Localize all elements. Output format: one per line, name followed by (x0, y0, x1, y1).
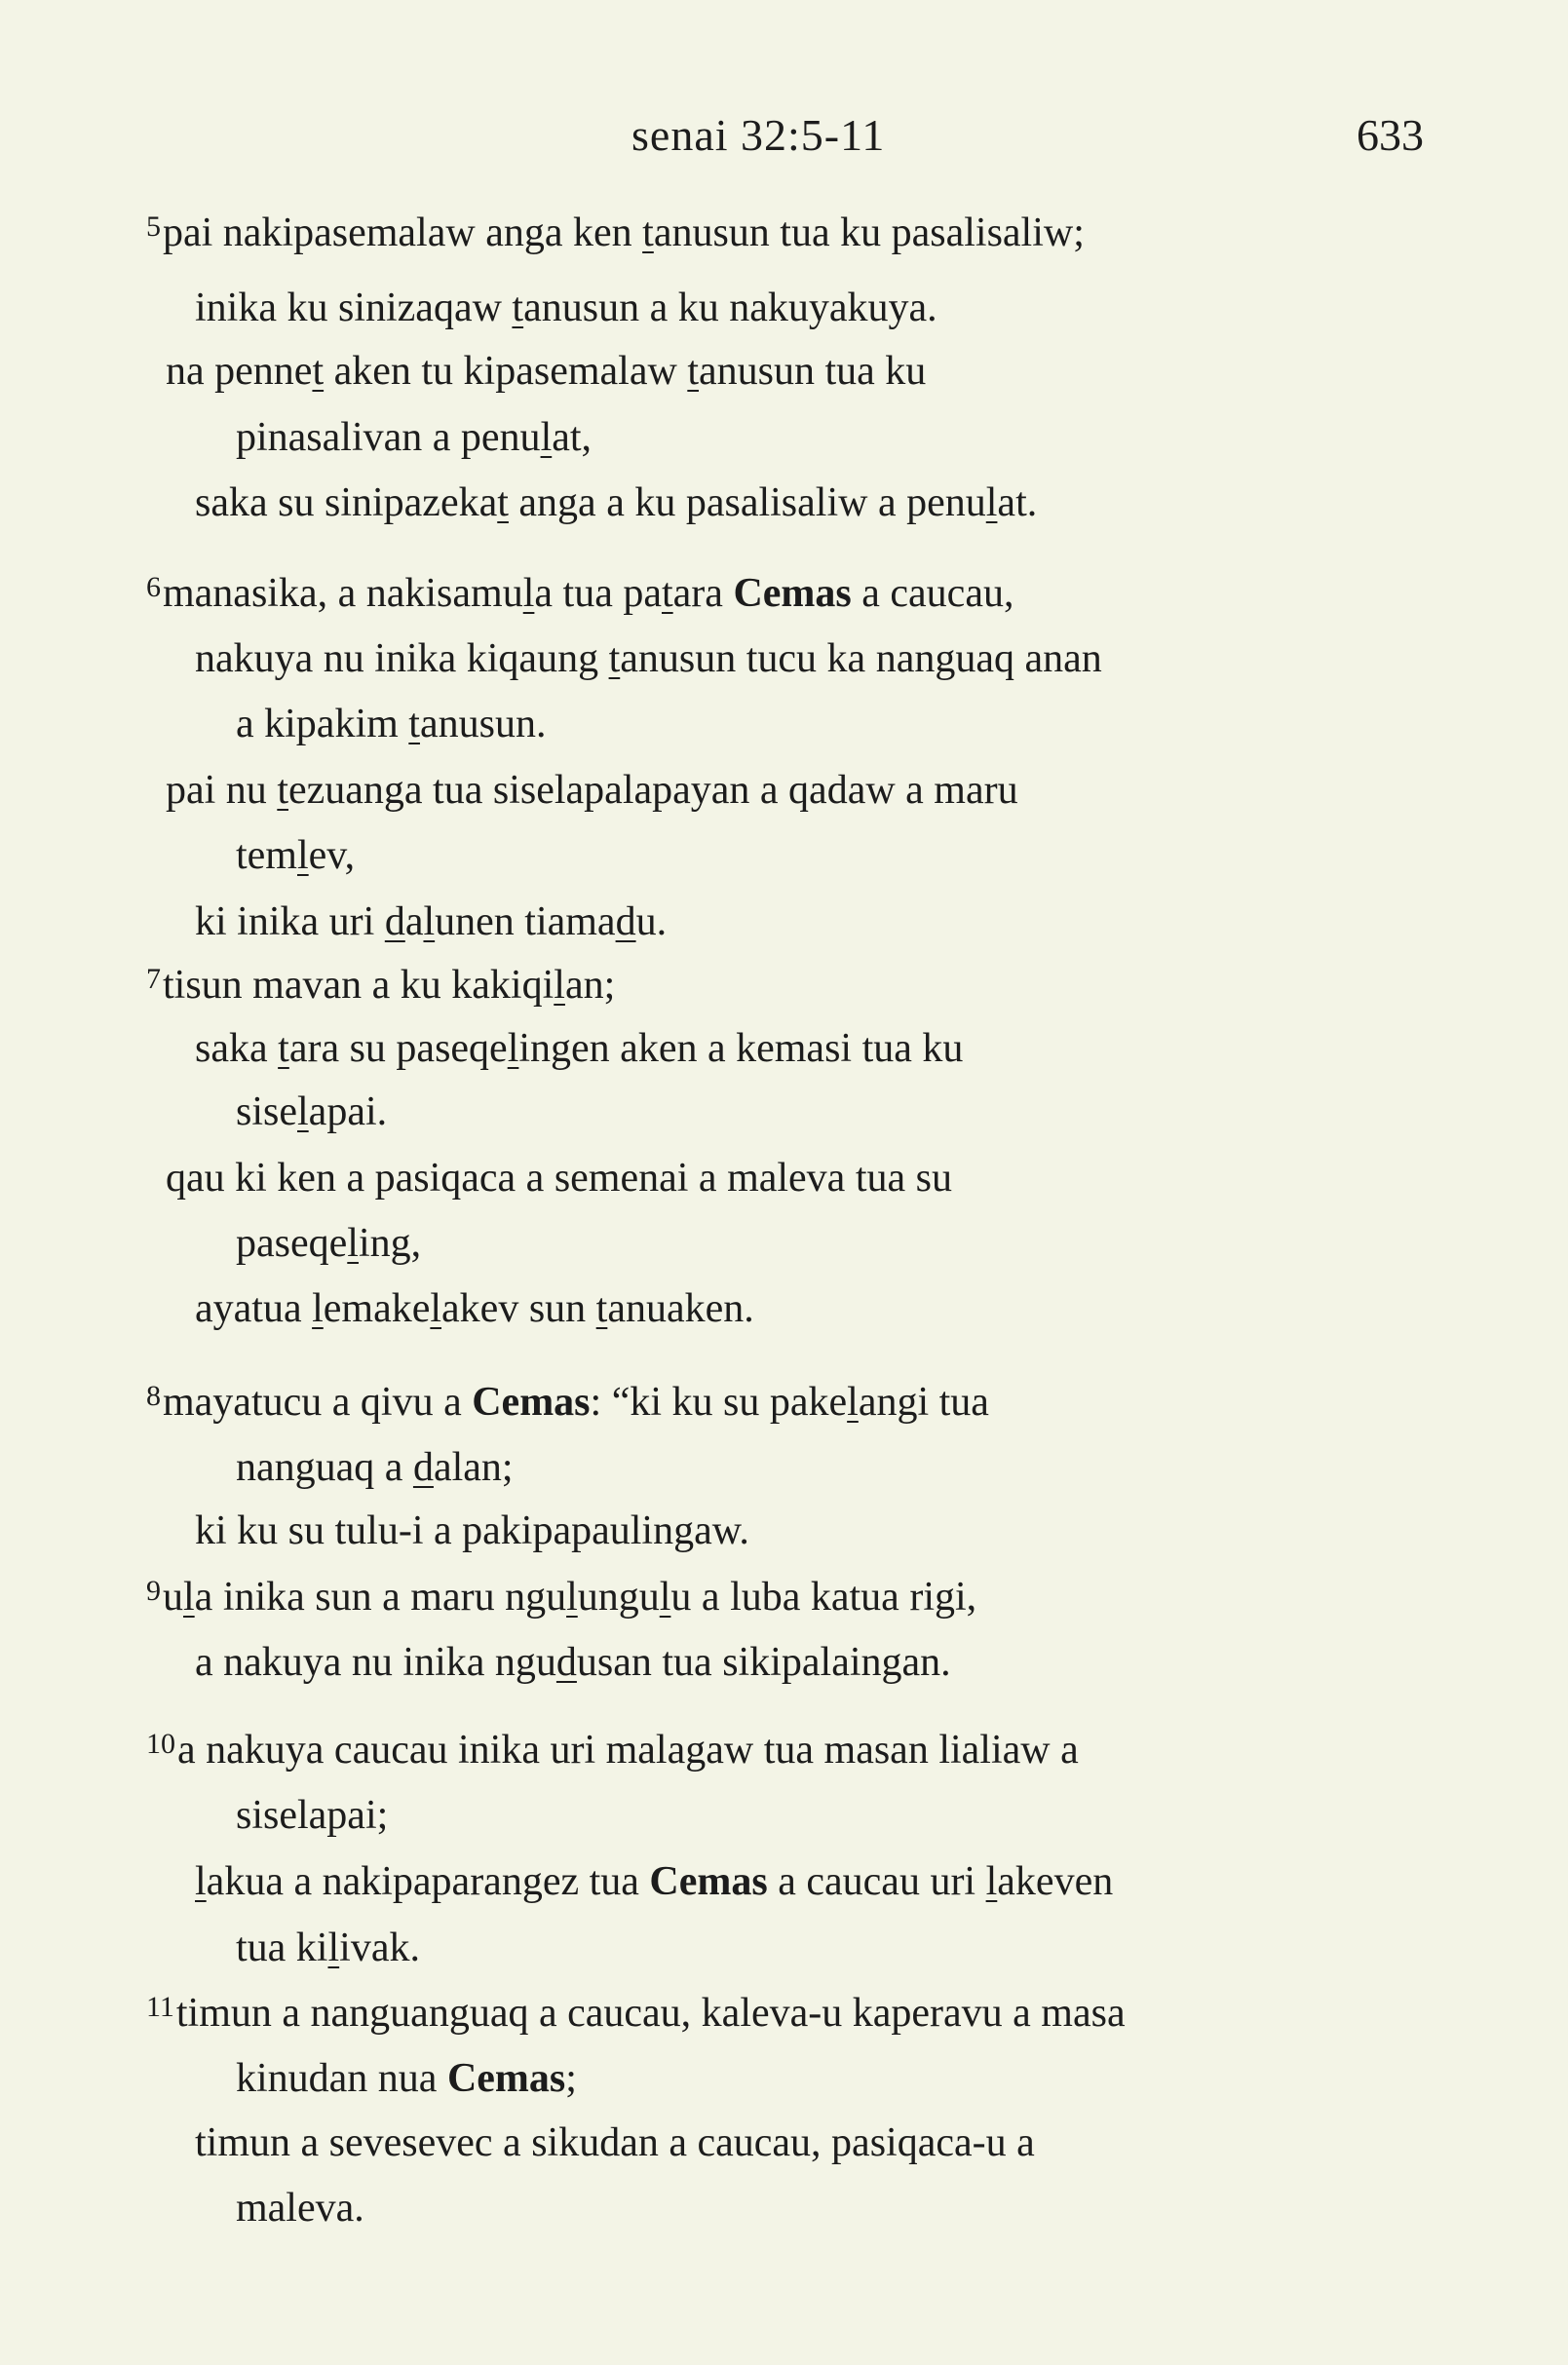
verse-line (195, 2122, 1035, 2163)
verse-text-segment: manasika, a nakisamu (163, 571, 523, 616)
verse-line (236, 1927, 420, 1968)
verse-line (146, 573, 1013, 614)
verse-line (236, 704, 546, 744)
verse-text-segment: mayatucu a qivu a (163, 1380, 473, 1425)
verse-number: 5 (146, 210, 161, 243)
verse-number: 7 (146, 963, 161, 995)
verse-text-segment: na penne (166, 349, 313, 394)
divine-name: Cemas (446, 2056, 566, 2101)
verse-text-segment: anuaken. (607, 1286, 754, 1331)
underlined-letter: l (507, 1026, 519, 1071)
verse-text-segment: qau ki ken a pasiqaca a semenai a maleva tua su (166, 1156, 952, 1201)
underlined-letter: l (347, 1221, 359, 1266)
verse-text-segment: ki ku su tulu-i a pakipapaulingaw. (195, 1508, 749, 1553)
verse-text-segment: anusun tua ku pasalisaliw; (653, 210, 1085, 255)
verse-text-segment: u a luba katua rigi, (670, 1575, 977, 1620)
verse-text-segment: tisun mavan a ku kakiqi (163, 963, 555, 1008)
verse-line (195, 1642, 951, 1683)
underlined-letter: t (277, 768, 288, 813)
verse-line (146, 1730, 1079, 1771)
verse-text-segment: maleva. (236, 2186, 364, 2231)
verse-line (166, 351, 926, 392)
verse-text-segment: timun a nanguanguaq a caucau, kaleva-u kaperavu a masa (175, 1991, 1126, 2036)
verse-text-segment: ; (565, 2056, 577, 2101)
verse-line (236, 2058, 577, 2099)
verse-text-segment: unen tiama (435, 899, 616, 944)
verse-text-segment: tua ki (236, 1926, 328, 1970)
verse-text-segment: u (163, 1575, 183, 1620)
underlined-letter: d (412, 1445, 434, 1490)
verse-line (195, 638, 1102, 679)
underlined-letter: t (512, 286, 524, 330)
verse-text-segment: anusun tucu ka nanguaq anan (620, 636, 1102, 681)
verse-text-segment: at. (997, 480, 1038, 525)
page-number: 633 (1357, 110, 1424, 160)
verse-text-segment: pinasalivan a penu (236, 415, 541, 460)
verse-line (166, 770, 1018, 811)
verse-text-segment: nanguaq a (236, 1445, 413, 1490)
verse-text-segment: a inika sun a maru ngu (194, 1575, 567, 1620)
underlined-letter: d (384, 899, 405, 944)
verse-line (195, 482, 1037, 523)
underlined-letter: t (642, 210, 654, 255)
verse-line (236, 1091, 387, 1132)
underlined-letter: l (183, 1575, 195, 1620)
underlined-letter: t (497, 480, 509, 525)
verse-text-segment: angi tua (858, 1380, 989, 1425)
verse-text-segment: alan; (433, 1445, 514, 1490)
underlined-letter: t (408, 702, 420, 746)
underlined-letter: l (327, 1926, 340, 1970)
underlined-letter: l (312, 1286, 324, 1331)
underlined-letter: l (847, 1380, 859, 1425)
verse-line (195, 1510, 749, 1551)
verse-text-segment: apai. (308, 1089, 388, 1134)
verse-line (166, 1158, 952, 1199)
verse-text-segment: pai nakipasemalaw anga ken (163, 210, 643, 255)
underlined-letter: l (297, 1089, 309, 1134)
verse-text-segment: ezuanga tua siselapalapayan a qadaw a maru (287, 768, 1018, 813)
underlined-letter: l (540, 415, 553, 460)
divine-name: Cemas (733, 571, 852, 616)
verse-line (146, 1577, 976, 1618)
underlined-letter: t (661, 571, 673, 616)
verse-text-segment: ayatua (195, 1286, 313, 1331)
verse-text-segment: saka su sinipazeka (195, 480, 498, 525)
verse-text-segment: a nakuya caucau inika uri malagaw tua masan lialiaw a (177, 1728, 1079, 1773)
underlined-letter: l (195, 1859, 207, 1904)
underlined-letter: l (566, 1575, 578, 1620)
running-head: senai 32:5-11 (631, 110, 886, 160)
verse-line (146, 212, 1085, 253)
verse-number: 9 (146, 1575, 161, 1607)
verse-line (195, 1861, 1113, 1902)
verse-line (236, 835, 355, 876)
verse-line (146, 965, 615, 1006)
verse-text-segment: kinudan nua (236, 2056, 447, 2101)
verse-text-segment: nakuya nu inika kiqaung (195, 636, 609, 681)
underlined-letter: t (687, 349, 699, 394)
verse-text-segment: siselapai; (236, 1793, 389, 1838)
verse-line (236, 417, 592, 458)
verse-text-segment: u. (635, 899, 668, 944)
underlined-letter: l (430, 1286, 442, 1331)
underlined-letter: l (296, 833, 309, 878)
verse-text-segment: anusun. (419, 702, 547, 746)
verse-text-segment: : “ki ku su pake (590, 1380, 848, 1425)
verse-text-segment: ara (672, 571, 734, 616)
underlined-letter: l (554, 963, 565, 1008)
verse-text-segment: akeven (997, 1859, 1114, 1904)
verse-number: 8 (146, 1380, 161, 1412)
verse-line (146, 1993, 1126, 2034)
verse-text-segment: pai nu (166, 768, 278, 813)
verse-text-segment: akua a nakipaparangez tua (206, 1859, 650, 1904)
underlined-letter: l (985, 480, 998, 525)
verse-text-segment: anga a ku pasalisaliw a penu (508, 480, 986, 525)
verse-line (236, 2188, 364, 2229)
verse-line (236, 1795, 388, 1836)
verse-text-segment: an; (564, 963, 616, 1008)
verse-number: 6 (146, 571, 161, 603)
verse-text-segment: ev, (308, 833, 356, 878)
verse-text-segment: at, (552, 415, 593, 460)
verse-text-segment: a tua pa (534, 571, 662, 616)
underlined-letter: d (615, 899, 636, 944)
verse-text-segment: ki inika uri (195, 899, 385, 944)
verse-text-segment: ingen aken a kemasi tua ku (518, 1026, 964, 1071)
verse-number: 11 (146, 1991, 174, 2023)
underlined-letter: t (312, 349, 325, 394)
verse-line (236, 1447, 514, 1488)
underlined-letter: t (278, 1026, 289, 1071)
underlined-letter: l (985, 1859, 998, 1904)
divine-name: Cemas (649, 1859, 768, 1904)
verse-text-segment: emake (323, 1286, 431, 1331)
verse-text-segment: akev sun (441, 1286, 596, 1331)
verse-text-segment: ungu (577, 1575, 660, 1620)
underlined-letter: l (423, 899, 436, 944)
verse-line (195, 901, 667, 942)
verse-text-segment: usan tua sikipalaingan. (576, 1640, 951, 1685)
verse-text-segment: inika ku sinizaqaw (195, 286, 513, 330)
verse-text-segment: a caucau uri (767, 1859, 986, 1904)
verse-text-segment: a caucau, (851, 571, 1014, 616)
verse-text-segment: aken tu kipasemalaw (324, 349, 688, 394)
verse-text-segment: paseqe (236, 1221, 348, 1266)
verse-number: 10 (146, 1728, 175, 1760)
verse-text-segment: anusun tua ku (698, 349, 927, 394)
underlined-letter: l (522, 571, 535, 616)
verse-text-segment: tem (236, 833, 297, 878)
verse-line (146, 1382, 989, 1423)
underlined-letter: t (608, 636, 621, 681)
underlined-letter: t (595, 1286, 608, 1331)
verse-text-segment: sise (236, 1089, 297, 1134)
page-header (0, 109, 1568, 168)
verse-text-segment: ara su paseqe (288, 1026, 508, 1071)
verse-text-segment: ivak. (339, 1926, 420, 1970)
verse-line (195, 1288, 754, 1329)
verse-line (195, 1028, 963, 1069)
verse-text-segment: a (404, 899, 424, 944)
underlined-letter: d (555, 1640, 577, 1685)
verse-line (195, 287, 937, 328)
verse-line (236, 1223, 421, 1264)
verse-text-segment: a kipakim (236, 702, 409, 746)
underlined-letter: l (659, 1575, 671, 1620)
verse-text-segment: anusun a ku nakuyakuya. (523, 286, 937, 330)
verse-text-segment: ing, (358, 1221, 422, 1266)
verse-text-segment: saka (195, 1026, 279, 1071)
divine-name: Cemas (472, 1380, 591, 1425)
verse-text-segment: timun a sevesevec a sikudan a caucau, pasiqaca-u a (195, 2120, 1035, 2165)
verse-text-segment: a nakuya nu inika ngu (195, 1640, 556, 1685)
